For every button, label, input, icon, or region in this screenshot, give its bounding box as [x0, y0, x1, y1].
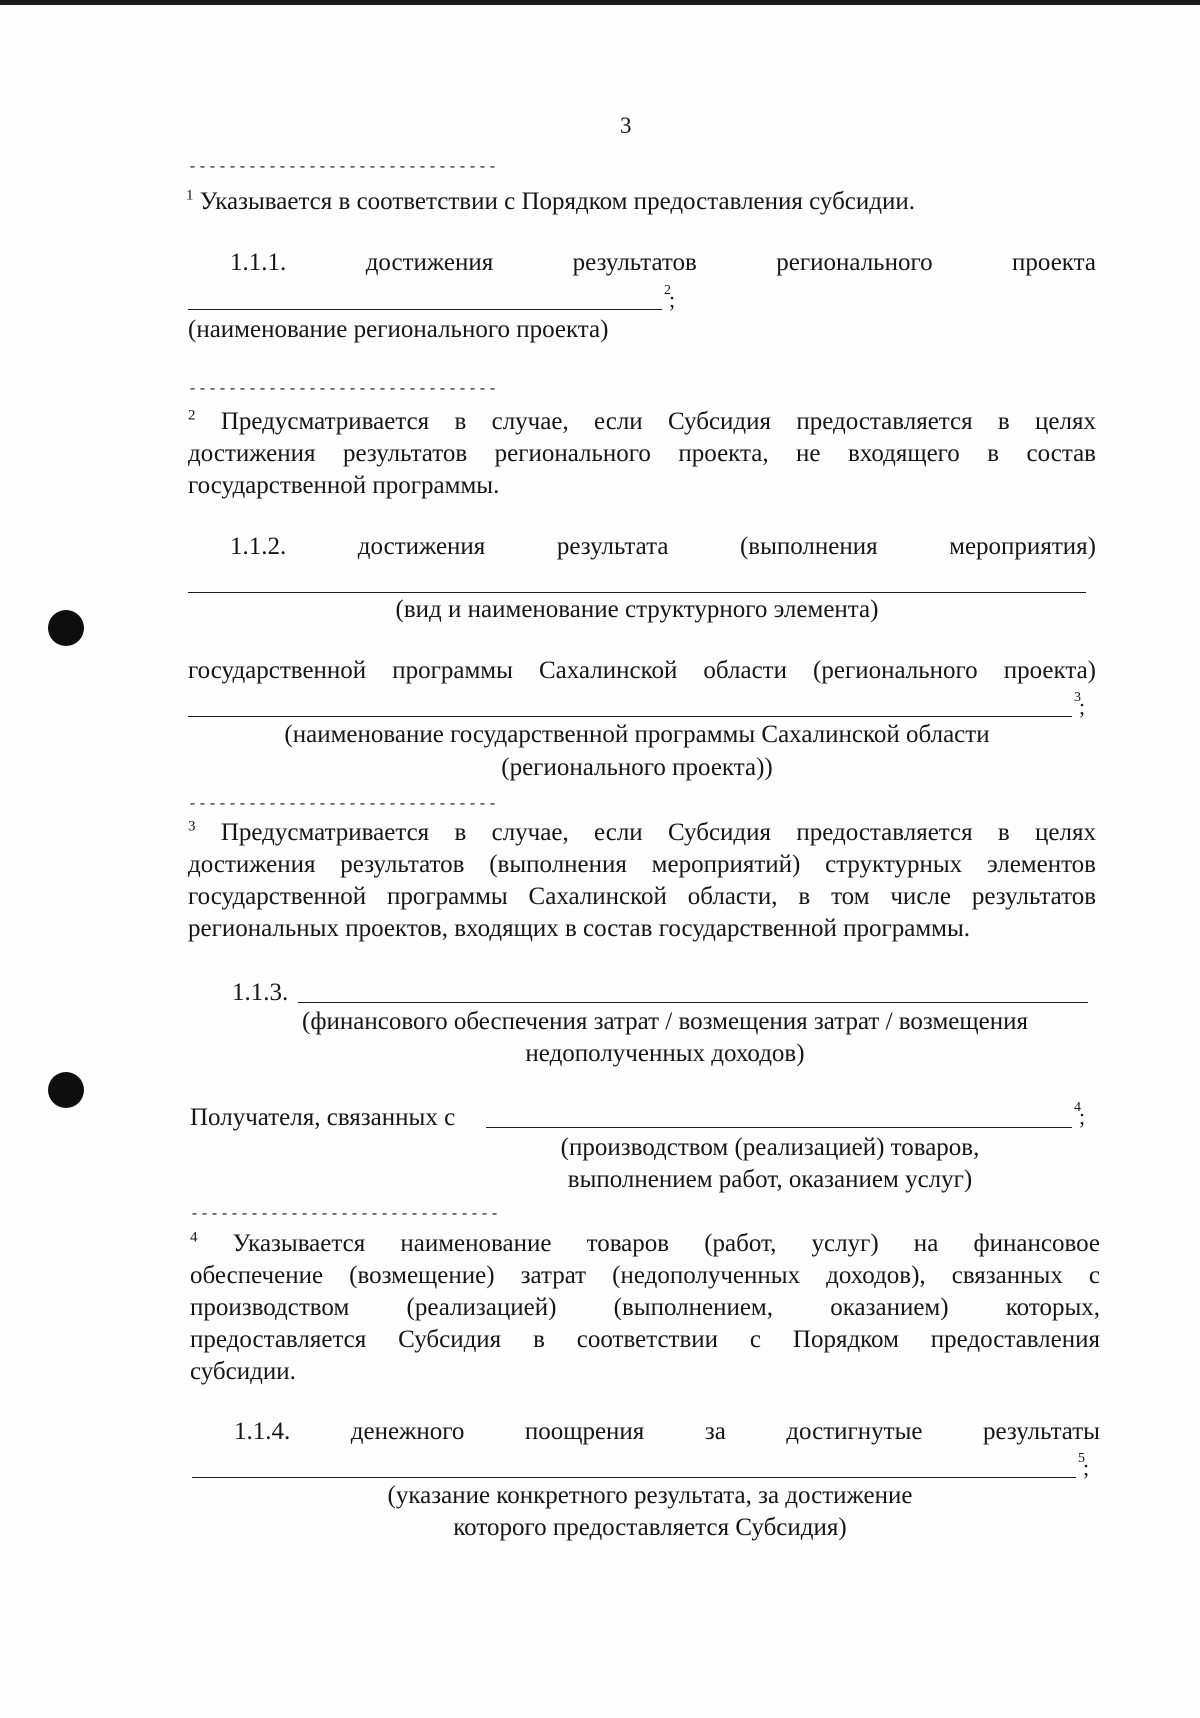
item-1-1-1-number: 1.1.1. [230, 249, 287, 276]
item-1-1-2-caption-1: (вид и наименование структурного элемента) [395, 596, 879, 623]
item-1-1-2-word-1: достижения [357, 533, 486, 560]
footnote-3-mark: 3 [188, 818, 196, 835]
footnote-4-line-1: $^4$ Указывается наименование товаров (работ, услуг) на финансовое [190, 1229, 1101, 1257]
footnote-1 [186, 186, 915, 218]
footnote-3-line-3: государственной программы Сахалинской области, в том числе результатов [188, 883, 1096, 910]
item-1-1-3-continuation: Получателя, связанных с [190, 1104, 456, 1131]
item-1-1-4-semicolon: ; [1083, 1455, 1090, 1480]
footnote-2-line-1: $^2$ Предусматривается в случае, если Субсидия предоставляется в целях [188, 407, 1097, 435]
item-1-1-3-caption-2-line-1: (производством (реализацией) товаров, [560, 1134, 980, 1161]
item-1-1-1-word-4: проекта [1012, 249, 1096, 276]
item-1-1-2-word-4: мероприятия) [949, 533, 1096, 560]
page-number: 3 [620, 113, 632, 138]
item-1-1-3-blank-line-1 [298, 1002, 1088, 1003]
item-1-1-1-semicolon: ; [669, 287, 676, 312]
item-1-1-1-word-3: регионального [776, 249, 933, 276]
item-1-1-4-word-5: результаты [983, 1418, 1100, 1445]
footnote-3 [188, 817, 1096, 945]
footnote-separator-1: ------------------------------- [188, 159, 499, 176]
item-1-1-3-semicolon: ; [1079, 1104, 1086, 1129]
item-1-1-4-word-4: достигнутые [786, 1418, 923, 1445]
footnote-3-line-1: $^3$ Предусматривается в случае, если Субсидия предоставляется в целях [188, 818, 1097, 846]
footnote-3-line-2: достижения результатов (выполнения мероприятий) структурных элементов [188, 851, 1096, 878]
item-1-1-2-blank-line-2 [188, 716, 1072, 717]
item-1-1-1-word-1: достижения [365, 249, 494, 276]
item-1-1-3-number: 1.1.3. [232, 979, 289, 1006]
footnote-1-mark: 1 [186, 187, 194, 204]
item-1-1-3-caption-2-line-2: выполнением работ, оказанием услуг) [567, 1166, 973, 1193]
footnote-separator-2: ------------------------------- [188, 381, 499, 398]
footnote-4-line-2: обеспечение (возмещение) затрат (недополученных доходов), связанных с [190, 1262, 1100, 1289]
footnote-1-text: Указывается в соответствии с Порядком предоставления субсидии. [199, 188, 916, 215]
item-1-1-2-caption-2-line-2: (регионального проекта)) [501, 754, 773, 781]
item-1-1-1-line [230, 247, 1096, 279]
item-1-1-4-caption-line-1: (указание конкретного результата, за достижение [387, 1482, 913, 1509]
item-1-1-3-blank-line-2 [486, 1127, 1072, 1128]
item-1-1-1-footnote-ref: 2 [664, 283, 671, 298]
footnote-4 [190, 1228, 1100, 1388]
item-1-1-3-footnote-ref: 4 [1074, 1100, 1081, 1115]
footnote-separator-3: ------------------------------- [188, 796, 499, 813]
footnote-2-line-3: государственной программы. [188, 472, 500, 499]
item-1-1-4-number: 1.1.4. [234, 1418, 291, 1445]
item-1-1-4-word-1: денежного [350, 1418, 465, 1445]
item-1-1-1-blank-line [188, 309, 662, 310]
item-1-1-1-word-2: результатов [572, 249, 697, 276]
item-1-1-1-caption: (наименование регионального проекта) [188, 316, 609, 343]
item-1-1-2-line [230, 531, 1096, 563]
item-1-1-2-continuation: государственной программы Сахалинской области (регионального проекта) [188, 657, 1096, 684]
item-1-1-2-number: 1.1.2. [230, 533, 287, 560]
item-1-1-2-footnote-ref: 3 [1074, 690, 1081, 705]
item-1-1-2-blank-line-1 [188, 592, 1086, 593]
scan-top-edge [0, 0, 1200, 5]
footnote-4-mark: 4 [190, 1229, 198, 1246]
item-1-1-3-caption-1-line-1: (финансового обеспечения затрат / возмещения затрат / возмещения [302, 1008, 1028, 1035]
footnote-4-line-3: производством (реализацией) (выполнением, оказанием) которых, [190, 1294, 1100, 1321]
item-1-1-2-word-3: (выполнения [739, 533, 878, 560]
item-1-1-4-word-3: за [704, 1418, 726, 1445]
footnote-2 [188, 406, 1096, 502]
footnote-4-line-5: субсидии. [190, 1358, 296, 1385]
punch-hole-upper [48, 610, 84, 646]
footnote-separator-4: ------------------------------- [190, 1206, 501, 1223]
item-1-1-4-blank-line [192, 1477, 1076, 1478]
item-1-1-2-word-2: результата [556, 533, 669, 560]
item-1-1-2-semicolon: ; [1079, 694, 1086, 719]
item-1-1-3-caption-1-line-2: недополученных доходов) [525, 1040, 805, 1067]
item-1-1-4-line [234, 1416, 1100, 1448]
footnote-2-line-2: достижения результатов регионального проекта, не входящего в состав [188, 440, 1096, 467]
footnote-2-mark: 2 [188, 407, 196, 424]
punch-hole-lower [48, 1072, 84, 1108]
item-1-1-4-caption-line-2: которого предоставляется Субсидия) [453, 1514, 847, 1541]
item-1-1-4-footnote-ref: 5 [1078, 1451, 1085, 1466]
item-1-1-4-word-2: поощрения [524, 1418, 645, 1445]
footnote-4-line-4: предоставляется Субсидия в соответствии с Порядком предоставления [190, 1326, 1100, 1353]
item-1-1-2-caption-2-line-1: (наименование государственной программы Сахалинской области [284, 721, 990, 748]
footnote-3-line-4: региональных проектов, входящих в состав государственной программы. [188, 915, 971, 942]
